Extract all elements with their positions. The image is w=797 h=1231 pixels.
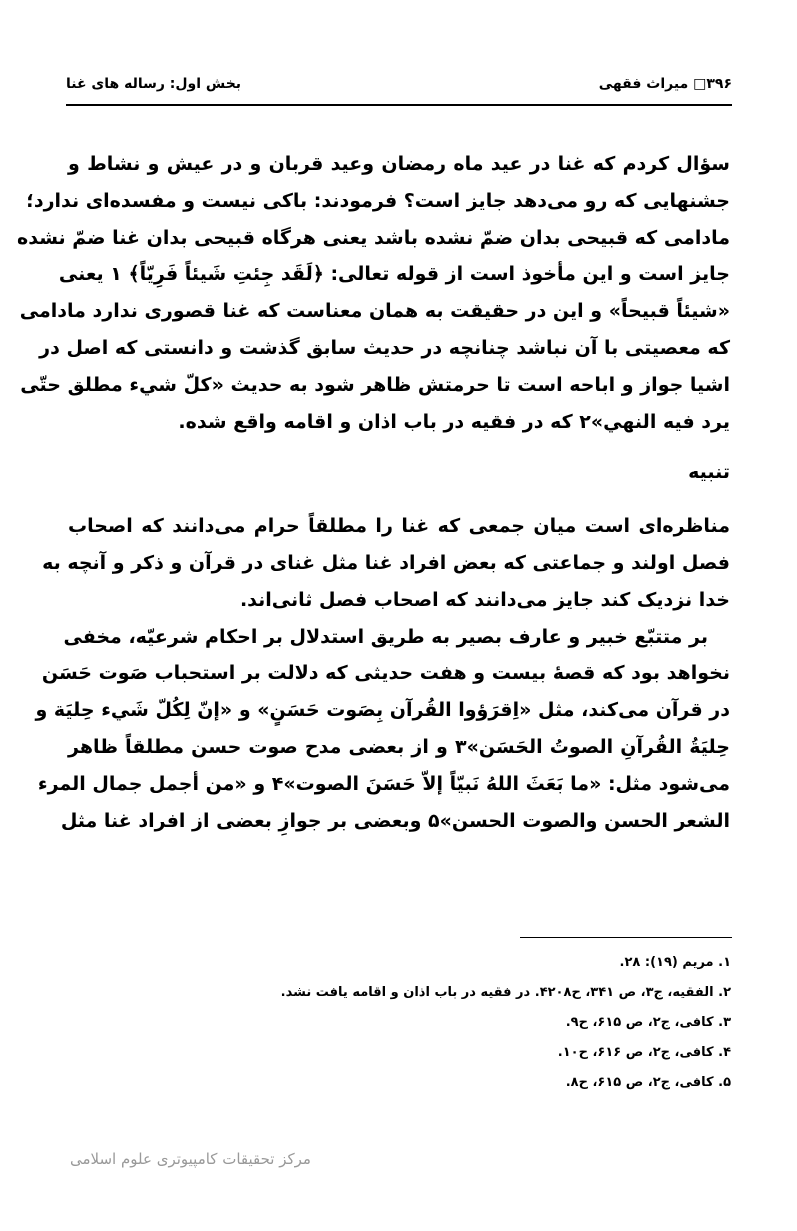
text-line: یرد فیه النهي»۲ که در فقیه در باب اذان و اقامه واقع شده. (178, 410, 730, 433)
text-line: جایز است و این مأخوذ است از قوله تعالی: ﴿لَقَد جِئتِ شَیئاً فَرِیّاً﴾ ۱ یعنی (58, 263, 730, 286)
text-line: خدا نزدیک کند جایز می‌دانند که اصحاب فصل ثانی‌اند. (239, 588, 730, 611)
footnote: ۱. مریم (۱۹): ۲۸. (619, 955, 731, 970)
text-line: در قرآن می‌کند، مثل «اِقرَؤوا القُرآن بِصَوت حَسَنٍ» و «إنّ لِکُلّ شَيء حِلیَة و (35, 699, 730, 722)
footnote: ۲. الفقیه، ج۳، ص ۳۴۱، ح۴۲۰۸. در فقیه در باب اذان و اقامه یافت نشد. (280, 985, 731, 1000)
text-line: حِلیَةُ القُرآنِ الصوتُ الحَسَن»۳ و از بعضی مدح صوت حسن مطلقاً ظاهر (68, 735, 730, 758)
footnote: ۳. کافی، ج۲، ص ۶۱۵، ح۹. (565, 1015, 731, 1030)
text-line: می‌شود مثل: «ما بَعَثَ اللهُ نَبیّاً إلاّ حَسَنَ الصوت»۴ و «من أجمل جمال المرء (37, 772, 730, 795)
page-number-book-title: ۳۹۶□ میراث فقهی (598, 76, 732, 92)
text-line: «شیئاً قبیحاً» و این در حقیقت به همان معناست که غنا قصوری ندارد مادامی (19, 300, 730, 323)
main-text (17, 146, 730, 839)
paragraph-3 (35, 619, 730, 840)
section-title: بخش اول: رساله های غنا (66, 76, 242, 92)
text-line: بر متتبّع خبیر و عارف بصیر به طریق استدلال بر احکام شرعیّه، مخفی (63, 625, 708, 648)
footnote: ۴. کافی، ج۲، ص ۶۱۶، ح۱۰. (557, 1045, 731, 1060)
running-header (66, 72, 732, 98)
paragraph-1 (17, 146, 730, 440)
footnote-divider (520, 937, 732, 938)
text-line: که معصیتی با آن نباشد چنانچه در حدیث سابق گذشت و دانستی که اصل در (39, 336, 730, 359)
watermark-logo: مرکز تحقیقات کامپیوتری علوم اسلامی (70, 1150, 311, 1168)
text-line: نخواهد بود که قصهٔ بیست و هفت حدیثی که دلالت بر استحباب صَوت حَسَن (41, 662, 730, 685)
text-line: مناظره‌ای است میان جمعی که غنا را مطلقاً حرام می‌دانند که اصحاب (68, 515, 730, 538)
text-line: جشنهایی که رو می‌دهد جایز است؟ فرمودند: باکی نیست و مفسده‌ای ندارد؛ (26, 189, 730, 212)
text-line: مادامی که قبیحی بدان ضمّ نشده باشد یعنی هرگاه قبیحی بدان غنا ضمّ نشده (17, 226, 730, 249)
footnotes (171, 948, 731, 1098)
header-divider (66, 104, 732, 106)
text-line: فصل اولند و جماعتی که بعض افراد غنا مثل غنای در قرآن و ذکر و آنچه به (42, 551, 730, 574)
footnote: ۵. کافی، ج۲، ص ۶۱۵، ح۸. (565, 1075, 731, 1090)
text-line: سؤال کردم که غنا در عید ماه رمضان وعید قربان و در عیش و نشاط و (68, 153, 730, 175)
section-heading: تنبیه (688, 461, 730, 484)
paragraph-2 (42, 508, 730, 618)
text-line: الشعر الحسن والصوت الحسن»۵ وبعضی بر جوازِ بعضی از افراد غنا مثل (60, 809, 730, 832)
text-line: اشیا جواز و اباحه است تا حرمتش ظاهر شود به حدیث «کلّ شيء مطلق حتّی (20, 373, 730, 396)
